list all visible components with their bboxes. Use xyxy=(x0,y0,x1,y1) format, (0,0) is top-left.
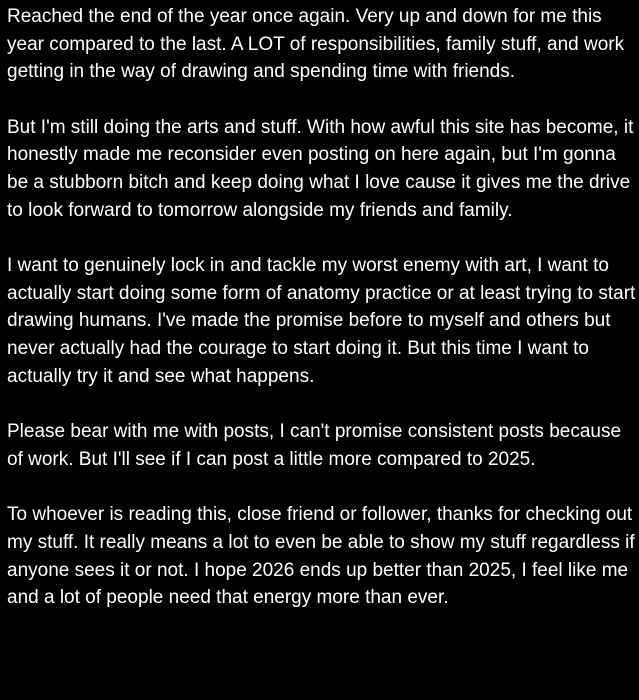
post-paragraph-4: Please bear with me with posts, I can't promise consistent posts because of work. But I'll see if I can post a little more compared to 2025. xyxy=(7,421,622,470)
post-paragraph-2: But I'm still doing the arts and stuff. With how awful this site has become, it honestly made me reconsider even posting on here again, but I'm gonna be a stubborn bitch and keep doing what I love cause it gives me the drive to look forward to tomorrow alongside my friends and family. xyxy=(7,116,634,221)
post-body xyxy=(7,3,637,612)
post-paragraph-1: Reached the end of the year once again. Very up and down for me this year compared to the last. A LOT of responsibilities, family stuff, and work getting in the way of drawing and spending time with friends. xyxy=(7,6,625,83)
post-paragraph-3: I want to genuinely lock in and tackle my worst enemy with art, I want to actually start doing some form of anatomy practice or at least trying to start drawing humans. I've made the promise before to myself and others but never actually had the courage to start doing it. But this time I want to actually try it and see what happens. xyxy=(7,255,636,387)
post-paragraph-5: To whoever is reading this, close friend or follower, thanks for checking out my stuff. It really means a lot to even be able to show my stuff regardless if anyone sees it or not. I hope 2026 ends up better than 2025, I feel like me and a lot of people need that energy more than ever. xyxy=(7,504,635,609)
